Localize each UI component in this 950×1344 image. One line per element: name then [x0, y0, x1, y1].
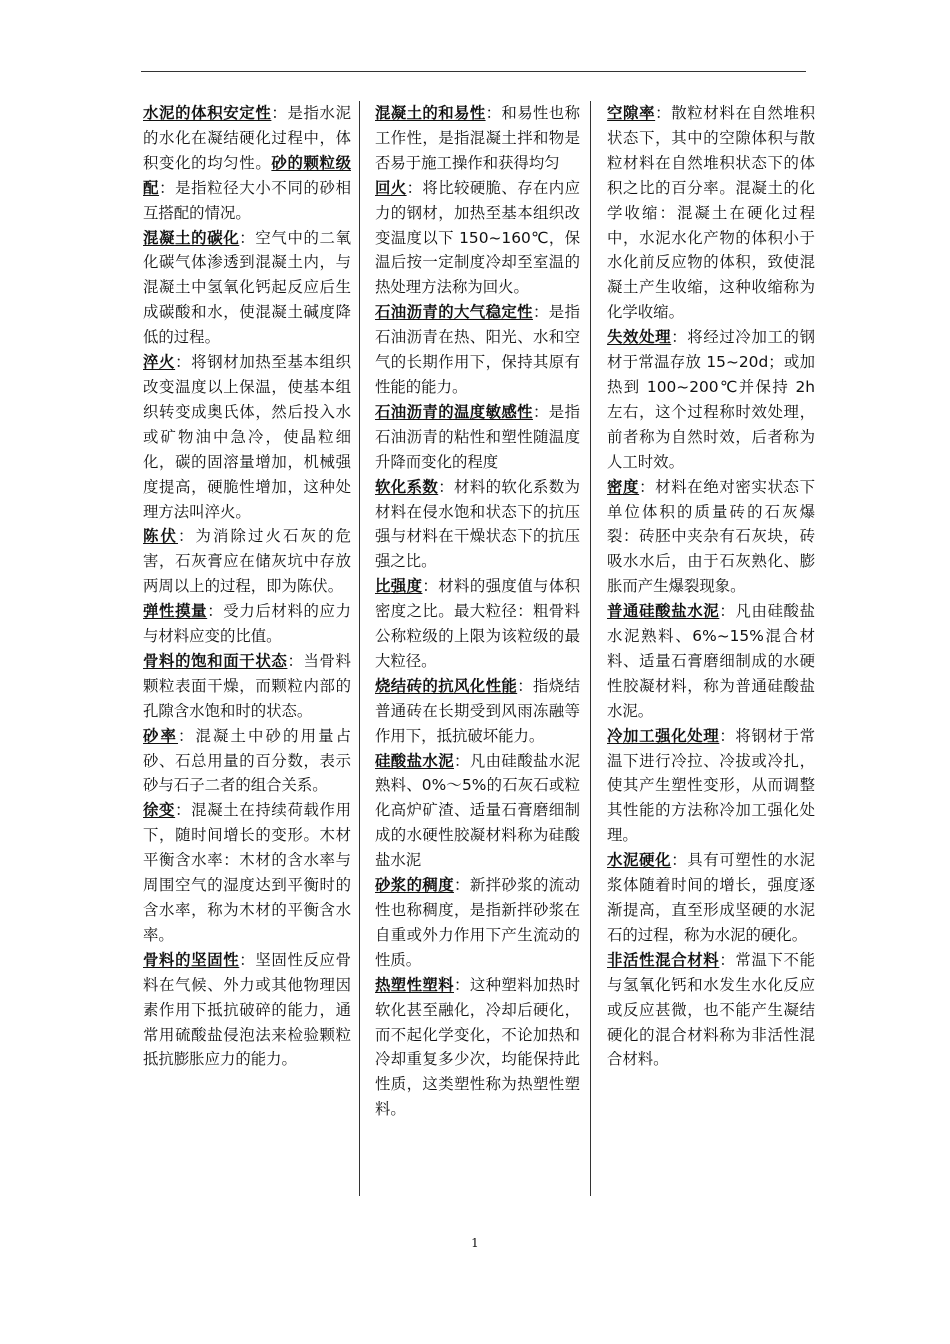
column-2 — [375, 101, 580, 1122]
glossary-entry: 水泥的体积安定性：是指水泥的水化在凝结硬化过程中，体积变化的均匀性。砂的颗粒级配：是指粒径大小不同的砂相互搭配的情况。 — [143, 104, 351, 222]
entry-definition: 是指粒径大小不同的砂相互搭配的情况。 — [143, 178, 351, 222]
entry-definition: 凡由硅酸盐水泥熟料、0%～5%的石灰石或粒化高炉矿渣、适量石膏磨细制成的水硬性胶凝材料称为硅酸盐水泥 — [375, 751, 580, 870]
entry-term: 失效处理 — [607, 328, 672, 347]
entry-definition: 新拌砂浆的流动性也称稠度，是指新拌砂浆在自重或外力作用下产生流动的性质。 — [375, 876, 580, 969]
entry-term: 骨料的饱和面干状态 — [143, 651, 288, 670]
entry-term: 冷加工强化处理 — [607, 726, 720, 745]
entry-definition: 指烧结普通砖在长期受到风雨冻融等作用下，抵抗破坏能力。 — [375, 676, 580, 745]
entry-term: 非活性混合材料 — [607, 950, 720, 969]
glossary-entry: 热塑性塑料：这种塑料加热时软化甚至融化，冷却后硬化，而不起化学变化，不论加热和冷却重复多少次，均能保持此性质，这类塑性称为热塑性塑料。 — [375, 975, 580, 1119]
entry-term: 石油沥青的温度敏感性 — [375, 402, 533, 421]
glossary-entry: 硅酸盐水泥：凡由硅酸盐水泥熟料、0%～5%的石灰石或粒化高炉矿渣、适量石膏磨细制成的水硬性胶凝材料称为硅酸盐水泥 — [375, 751, 580, 870]
glossary-entry: 徐变：混凝土在持续荷载作用下，随时间增长的变形。木材平衡含水率：木材的含水率与周围空气的湿度达到平衡时的含水率，称为木材的平衡含水率。 — [143, 801, 351, 944]
entry-term: 弹性摸量 — [143, 602, 208, 621]
entry-definition: 凡由硅酸盐水泥熟料、6%~15%混合材料、适量石膏磨细制成的水硬性胶凝材料，称为普通硅酸盐水泥。 — [607, 602, 815, 720]
entry-definition: 当骨料颗粒表面干燥，而颗粒内部的孔隙含水饱和时的状态。 — [143, 651, 351, 720]
entry-term: 比强度 — [375, 577, 423, 596]
glossary-entry: 失效处理：将经过冷加工的钢材于常温存放 15~20d；或加热到 100~200℃并保持 2h 左右，这个过程称时效处理，前者称为自然时效，后者称为人工时效。 — [607, 328, 815, 471]
glossary-entry: 水泥硬化：具有可塑性的水泥浆体随着时间的增长，强度逐渐提高，直至形成坚硬的水泥石的过程，称为水泥的硬化。 — [607, 851, 815, 944]
entry-term: 陈伏 — [143, 527, 179, 546]
entry-term: 空隙率 — [607, 104, 656, 122]
entry-definition: 材料的软化系数为材料在侵水饱和状态下的抗压强与材料在干燥状态下的抗压强之比。 — [375, 477, 580, 571]
entry-term: 水泥的体积安定性 — [143, 104, 272, 122]
column-1 — [143, 101, 351, 1072]
entry-term: 砂的颗粒级配 — [143, 153, 351, 197]
entry-definition: 材料的强度值与体积密度之比。最大粒径：粗骨料公称粒级的上限为该粒级的最大粒径。 — [375, 577, 580, 670]
glossary-entry: 骨料的坚固性：坚固性反应骨料在气候、外力或其他物理因素作用下抵抗破碎的能力，通常用硫酸盐侵泡法来检验颗粒抵抗膨胀应力的能力。 — [143, 950, 351, 1069]
glossary-entry: 砂率：混凝土中砂的用量占砂、石总用量的百分数，表示砂与石子二者的组合关系。 — [143, 726, 351, 795]
entry-definition: 是指石油沥青的粘性和塑性随温度升降而变化的程度 — [375, 402, 580, 471]
entry-term: 砂浆的稠度 — [375, 876, 454, 895]
glossary-entry: 冷加工强化处理：将钢材于常温下进行冷拉、冷拔或冷扎，使其产生塑性变形，从而调整其性能的方法称冷加工强化处理。 — [607, 726, 815, 845]
glossary-entry: 淬火：将钢材加热至基本组织改变温度以上保温，使基本组织转变成奥氏体，然后投入水或矿物油中急冷，使晶粒细化，碳的固溶量增加，机械强度提高，硬脆性增加，这种处理方法叫淬火。 — [143, 353, 351, 521]
entry-definition: 空气中的二氧化碳气体渗透到混凝土内，与混凝土中氢氧化钙起反应后生成碳酸和水，使混凝土碱度降低的过程。 — [143, 228, 351, 347]
entry-term: 普通硅酸盐水泥 — [607, 602, 720, 621]
entry-definition: 混凝土中砂的用量占砂、石总用量的百分数，表示砂与石子二者的组合关系。 — [143, 726, 351, 795]
column-3 — [607, 101, 815, 1072]
entry-definition: 将钢材于常温下进行冷拉、冷拔或冷扎，使其产生塑性变形，从而调整其性能的方法称冷加工强化处理。 — [607, 726, 815, 845]
glossary-entry: 砂浆的稠度：新拌砂浆的流动性也称稠度，是指新拌砂浆在自重或外力作用下产生流动的性质。 — [375, 876, 580, 969]
entry-definition: 将钢材加热至基本组织改变温度以上保温，使基本组织转变成奥氏体，然后投入水或矿物油中急冷，使晶粒细化，碳的固溶量增加，机械强度提高，硬脆性增加，这种处理方法叫淬火。 — [143, 353, 351, 521]
entry-term: 水泥硬化 — [607, 851, 672, 870]
column-divider — [359, 101, 360, 1196]
entry-definition: 是指石油沥青在热、阳光、水和空气的长期作用下，保持其原有性能的能力。 — [375, 303, 580, 396]
entry-term: 砂率 — [143, 726, 179, 745]
glossary-entry: 密度：材料在绝对密实状态下单位体积的质量砖的石灰爆裂：砖胚中夹杂有石灰块，砖吸水水后，由于石灰熟化、膨胀而产生爆裂现象。 — [607, 477, 815, 596]
glossary-entry: 空隙率：散粒材料在自然堆积状态下，其中的空隙体积与散粒材料在自然堆积状态下的体积之比的百分率。混凝土的化学收缩：混凝土在硬化过程中，水泥水化产物的体积小于水化前反应物的体积，致使混凝土产生收缩，这种收缩称为化学收缩。 — [607, 104, 815, 322]
entry-definition: 为消除过火石灰的危害，石灰膏应在储灰坑中存放两周以上的过程，即为陈伏。 — [143, 527, 351, 596]
entry-definition: 将比较硬脆、存在内应力的钢材，加热至基本组织改变温度以下 150~160℃，保温后按一定制度冷却至室温的热处理方法称为回火。 — [375, 178, 580, 297]
glossary-entry: 石油沥青的温度敏感性：是指石油沥青的粘性和塑性随温度升降而变化的程度 — [375, 402, 580, 471]
glossary-entry: 软化系数：材料的软化系数为材料在侵水饱和状态下的抗压强与材料在干燥状态下的抗压强之比。 — [375, 477, 580, 571]
glossary-entry: 弹性摸量：受力后材料的应力与材料应变的比值。 — [143, 602, 351, 646]
glossary-entry: 比强度：材料的强度值与体积密度之比。最大粒径：粗骨料公称粒级的上限为该粒级的最大粒径。 — [375, 577, 580, 670]
entry-term: 软化系数 — [375, 477, 439, 496]
glossary-entry: 普通硅酸盐水泥：凡由硅酸盐水泥熟料、6%~15%混合材料、适量石膏磨细制成的水硬性胶凝材料，称为普通硅酸盐水泥。 — [607, 602, 815, 720]
glossary-entry: 骨料的饱和面干状态：当骨料颗粒表面干燥，而颗粒内部的孔隙含水饱和时的状态。 — [143, 651, 351, 720]
entry-definition: 散粒材料在自然堆积状态下，其中的空隙体积与散粒材料在自然堆积状态下的体积之比的百分率。混凝土的化学收缩：混凝土在硬化过程中，水泥水化产物的体积小于水化前反应物的体积，致使混凝土产生收缩，这种收缩称为化学收缩。 — [607, 104, 815, 322]
entry-term: 混凝土的碳化 — [143, 228, 240, 247]
glossary-entry: 陈伏：为消除过火石灰的危害，石灰膏应在储灰坑中存放两周以上的过程，即为陈伏。 — [143, 527, 351, 596]
header-rule — [141, 71, 806, 72]
entry-term: 石油沥青的大气稳定性 — [375, 303, 533, 322]
column-divider — [590, 101, 591, 1196]
entry-definition: 坚固性反应骨料在气候、外力或其他物理因素作用下抵抗破碎的能力，通常用硫酸盐侵泡法来检验颗粒抵抗膨胀应力的能力。 — [143, 950, 351, 1069]
glossary-entry: 石油沥青的大气稳定性：是指石油沥青在热、阳光、水和空气的长期作用下，保持其原有性能的能力。 — [375, 303, 580, 396]
entry-term: 骨料的坚固性 — [143, 950, 240, 969]
entry-definition: 常温下不能与氢氧化钙和水发生水化反应或反应甚微，也不能产生凝结硬化的混合材料称为非活性混合材料。 — [607, 950, 815, 1069]
entry-term: 烧结砖的抗风化性能 — [375, 676, 518, 695]
entry-term: 徐变 — [143, 801, 176, 820]
glossary-entry: 回火：将比较硬脆、存在内应力的钢材，加热至基本组织改变温度以下 150~160℃，保温后按一定制度冷却至室温的热处理方法称为回火。 — [375, 178, 580, 297]
page-number: 1 — [471, 1236, 479, 1250]
entry-definition: 是指水泥的水化在凝结硬化过程中，体积变化的均匀性。 — [143, 104, 351, 172]
entry-definition: 将经过冷加工的钢材于常温存放 15~20d；或加热到 100~200℃并保持 2h 左右，这个过程称时效处理，前者称为自然时效，后者称为人工时效。 — [607, 328, 815, 471]
entry-term: 淬火 — [143, 353, 176, 372]
glossary-entry: 混凝土的碳化：空气中的二氧化碳气体渗透到混凝土内，与混凝土中氢氧化钙起反应后生成碳酸和水，使混凝土碱度降低的过程。 — [143, 228, 351, 347]
entry-definition: 受力后材料的应力与材料应变的比值。 — [143, 602, 351, 646]
glossary-entry: 混凝土的和易性：和易性也称工作性，是指混凝土拌和物是否易于施工操作和获得均匀 — [375, 104, 580, 172]
entry-definition: 这种塑料加热时软化甚至融化，冷却后硬化，而不起化学变化，不论加热和冷却重复多少次，均能保持此性质，这类塑性称为热塑性塑料。 — [375, 975, 580, 1119]
entry-definition: 和易性也称工作性，是指混凝土拌和物是否易于施工操作和获得均匀 — [375, 104, 580, 172]
entry-definition: 材料在绝对密实状态下单位体积的质量砖的石灰爆裂：砖胚中夹杂有石灰块，砖吸水水后，由于石灰熟化、膨胀而产生爆裂现象。 — [607, 477, 815, 596]
entry-term: 密度 — [607, 477, 640, 496]
entry-term: 硅酸盐水泥 — [375, 751, 454, 770]
glossary-entry: 非活性混合材料：常温下不能与氢氧化钙和水发生水化反应或反应甚微，也不能产生凝结硬化的混合材料称为非活性混合材料。 — [607, 950, 815, 1069]
entry-definition: 混凝土在持续荷载作用下，随时间增长的变形。木材平衡含水率：木材的含水率与周围空气的湿度达到平衡时的含水率，称为木材的平衡含水率。 — [143, 801, 351, 944]
glossary-entry: 烧结砖的抗风化性能：指烧结普通砖在长期受到风雨冻融等作用下，抵抗破坏能力。 — [375, 676, 580, 745]
entry-term: 混凝土的和易性 — [375, 104, 486, 122]
entry-definition: 具有可塑性的水泥浆体随着时间的增长，强度逐渐提高，直至形成坚硬的水泥石的过程，称为水泥的硬化。 — [607, 851, 815, 944]
entry-term: 回火 — [375, 178, 407, 197]
entry-term: 热塑性塑料 — [375, 975, 454, 994]
